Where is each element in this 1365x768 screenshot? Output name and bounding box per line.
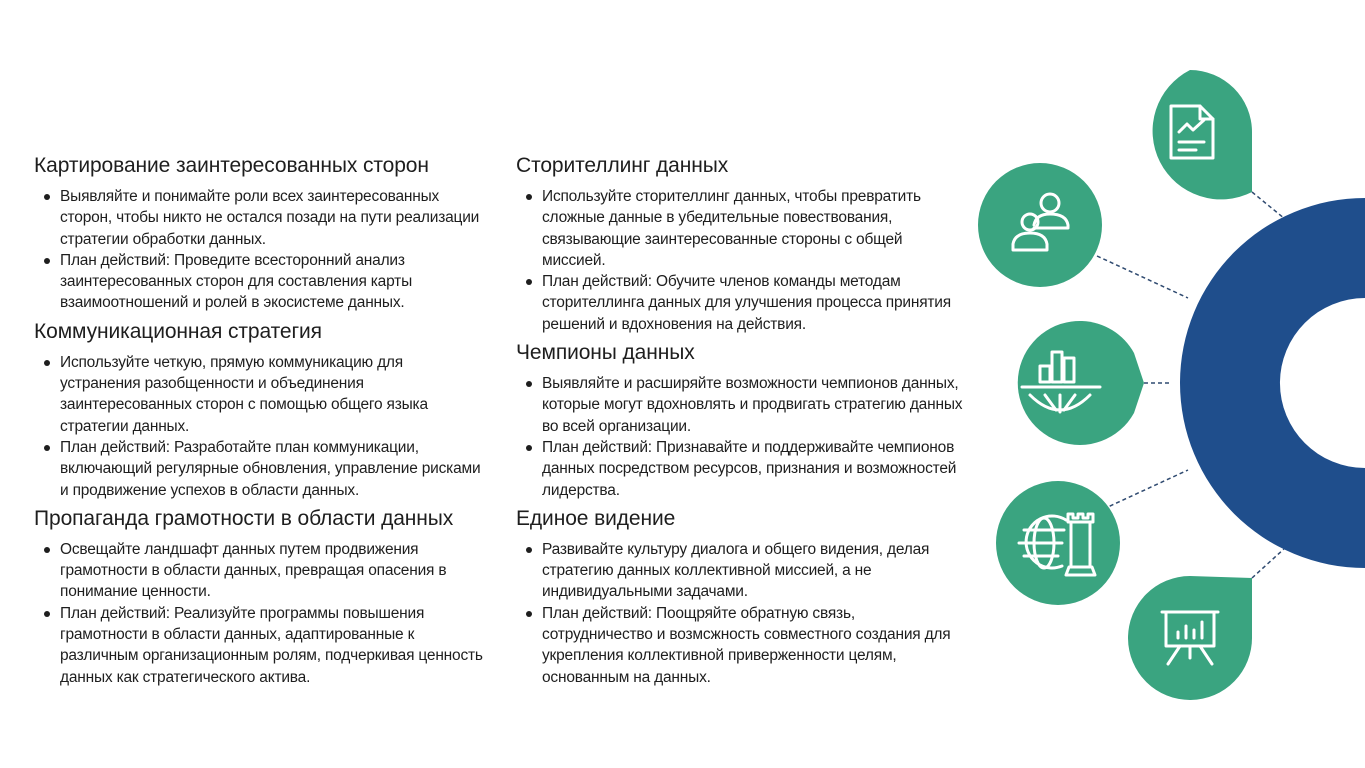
section-stakeholder-mapping [34,152,484,314]
bullet-item: План действий: Поощряйте обратную связь, сотрудничество и возмсжность совместного создания для укрепления коллективной приверженности целям, основанным на данных. [516,603,966,688]
connector-lines [1097,192,1296,578]
stakeholders-icon [1013,194,1068,250]
presentation-circle [1128,576,1252,700]
connector-line [1252,538,1296,578]
bullet-list [34,186,484,314]
bullet-item: Освещайте ландшафт данных путем продвижения грамотности в области данных, превращая опасения в понимание ценности. [34,539,484,603]
bullet-item: Развивайте культуру диалога и общего видения, делая стратегию данных коллективной миссией, а не индивидуальными задачами. [516,539,966,603]
bullet-item: План действий: Проведите всесторонний анализ заинтересованных сторон для составления карты взаимоотношений и ролей в экосистеме данных. [34,250,484,314]
bullet-list [516,186,966,335]
connector-line [1252,192,1296,228]
section-title: Картирование заинтересованных сторон [34,154,429,177]
bullet-item: Используйте сторителлинг данных, чтобы превратить сложные данные в убедительные повествования, связывающие заинтересованные стороны с общей миссией. [516,186,966,271]
bullet-item: Используйте четкую, прямую коммуникацию для устранения разобщенности и объединения заинтересованных сторон с помощью общего языка стратегии данных. [34,352,484,437]
bullet-list [34,352,484,501]
connector-line [1097,470,1188,512]
bullet-item: Выявляйте и расширяйте возможности чемпионов данных, которые могут вдохновлять и продвигать стратегию данных во всей организации. [516,373,966,437]
stakeholders-circle [978,163,1102,287]
presentation-board-icon [1162,612,1218,664]
report-circle [1153,70,1252,199]
bullet-list [516,539,966,688]
globe-chess-circle [996,481,1120,605]
bullet-item: План действий: Признавайте и поддерживайте чемпионов данных посредством ресурсов, признания и возможностей лидерства. [516,437,966,501]
report-chart-icon [1171,106,1213,158]
left-column [34,152,484,692]
section-title: Пропаганда грамотности в области данных [34,506,454,530]
bullet-item: Выявляйте и понимайте роли всех заинтересованных сторон, чтобы никто не остался позади на пути реализации стратегии обработки данных. [34,186,484,250]
section-title: Чемпионы данных [516,341,695,365]
section-title: Сторителлинг данных [516,154,729,177]
bullet-item: План действий: Реализуйте программы повышения грамотности в области данных, адаптированные к различным организационным ролям, подчеркивая ценность данных как стратегического актива. [34,603,484,688]
section-title: Единое видение [516,506,676,530]
bullet-list [34,539,484,688]
section-shared-vision [516,505,966,688]
bullet-list [516,373,966,501]
section-data-literacy [34,505,484,688]
section-data-storytelling [516,152,966,335]
bullet-item: План действий: Разработайте план коммуникации, включающий регулярные обновления, управление рисками и продвижение успехов в области данных. [34,437,484,501]
data-bowl-chart-icon [1022,352,1100,412]
section-communication-strategy [34,318,484,501]
section-data-champions [516,339,966,501]
right-column [516,152,966,692]
bullet-item: План действий: Обучите членов команды методам сторителлинга данных для улучшения процесса принятия решений и вдохновения на действия. [516,271,966,335]
data-bowl-circle [1018,321,1144,445]
connector-line [1097,256,1188,298]
globe-chess-rook-icon [1019,514,1095,575]
hub-ring [1180,198,1365,568]
section-title: Коммуникационная стратегия [34,319,322,343]
